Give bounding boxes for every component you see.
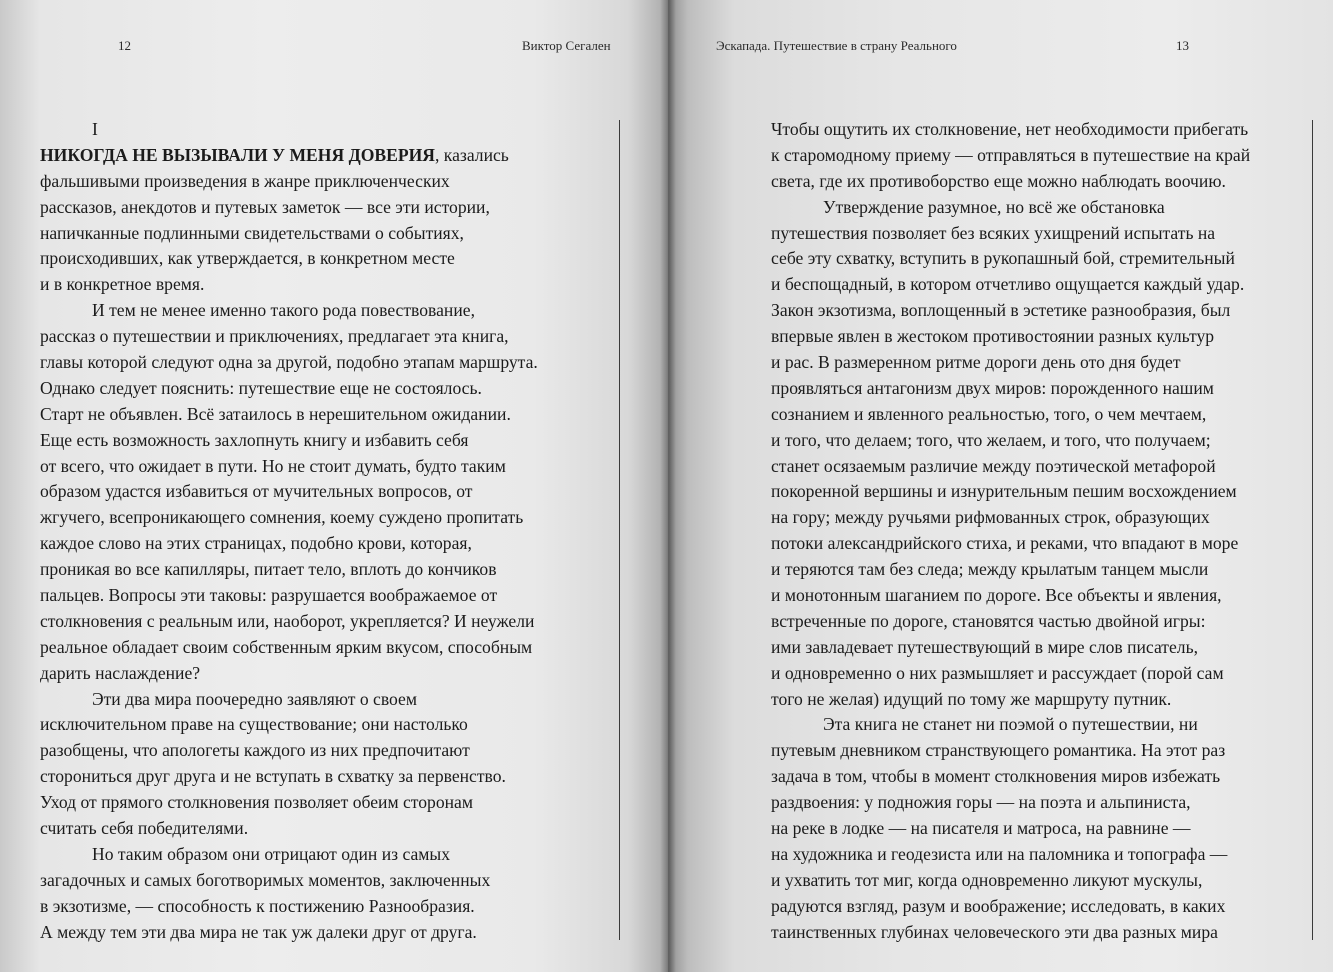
text-line: путевым дневником странствующего романтика. На этот раз [771,740,1226,761]
text-line: реальное обладает своим собственным ярким вкусом, способным [40,636,533,657]
text-line: Чтобы ощутить их столкновение, нет необходимости прибегать [771,119,1249,139]
text-line: к старомодному приему — отправляться в путешествие на край [771,144,1251,165]
opening-line [40,143,600,169]
text-line: Закон экзотизма, воплощенный в эстетике разнообразия, был [771,300,1231,321]
text-line: Утверждение разумное, но всё же обстановка [823,196,1165,217]
text-line: таинственных глубинах человеческого эти два разных мира [771,921,1218,942]
text-line: того не желая) идущий по тому же маршруту путник. [771,688,1172,709]
text-line: каждое слово на этих страницах, подобно крови, которая, [40,533,472,554]
text-line: разобщены, что апологеты каждого из них предпочитают [40,740,470,761]
text-line: происходивших, как утверждается, в конкретном месте [40,248,455,269]
text-line: Эта книга не станет ни поэмой о путешествии, ни [823,714,1198,735]
text-line: фальшивыми произведения в жанре приключенческих [40,170,450,191]
right-margin-rule [1312,120,1313,940]
text-line: и монотонным шаганием по дороге. Все объекты и явления, [771,585,1222,606]
text-line: дарить наслаждение? [40,662,201,683]
text-line: Эти два мира поочередно заявляют о своем [92,688,417,709]
text-line: проникая во все капилляры, питает тело, вплоть до кончиков [40,559,497,580]
left-text-column [40,117,600,946]
text-line: и теряются там без следа; между крылатым танцем мысли [771,559,1209,580]
text-line: и в конкретное время. [40,274,205,295]
text-line: рассказ о путешествии и приключениях, предлагает эта книга, [40,326,509,347]
text-line: исключительном праве на существование; они настолько [40,714,468,735]
text-line: на гору; между ручьями рифмованных строк, образующих [771,507,1210,528]
text-line: столкновения с реальным или, наоборот, укрепляется? И неужели [40,610,535,631]
text-line: путешествия позволяет без всяких ухищрений испытать на [771,222,1216,243]
chapter-number: I [92,119,98,139]
right-running-head: Эскапада. Путешествие в страну Реального [716,38,957,53]
text-line: сознанием и явленного реальностью, того, о чем мечтаем, [771,403,1207,424]
text-line: напичканные подлинными свидетельствами о событиях, [40,222,464,243]
text-line: станет осязаемым различие между поэтической метафорой [771,455,1216,476]
text-line: проявляться антагонизм двух миров: порожденного нашим [771,377,1214,398]
text-line: Однако следует пояснить: путешествие еще не состоялось. [40,377,482,398]
text-line: Еще есть возможность захлопнуть книгу и избавить себя [40,429,469,450]
text-line: считать себя победителями. [40,818,249,839]
text-line: раздвоения: у подножия горы — на поэта и альпиниста, [771,792,1191,813]
text-line: пальцев. Вопросы эти таковы: разрушается воображаемое от [40,585,498,606]
text-line: ими завладевает путешествующий в мире слов писатель, [771,636,1199,657]
text-line: радуются взгляд, разум и воображение; исследовать, в каких [771,895,1226,916]
text-line: жгучего, всепроникающего сомнения, коему суждено пропитать [40,507,524,528]
text-line: в экзотизме, — способность к постижению Разнообразия. [40,895,475,916]
text-line: и ухватить тот миг, когда одновременно ликуют мускулы, [771,869,1203,890]
text-line: сторониться друг друга и не вступать в схватку за первенство. [40,766,506,787]
text-line: образом удастся избавиться от мучительных вопросов, от [40,481,473,502]
text-line: загадочных и самых боготворимых моментов, заключенных [40,869,491,890]
text-line: и одновременно о них размышляет и рассуждает (порой сам [771,662,1224,683]
right-page-number: 13 [1176,38,1189,53]
left-margin-rule [619,120,620,940]
text-line: рассказов, анекдотов и путевых заметок — все эти истории, [40,196,490,217]
text-line: Но таким образом они отрицают один из самых [92,843,451,864]
text-line: и беспощадный, в котором отчетливо ощущается каждый удар. [771,274,1245,295]
opening-caps: НИКОГДА НЕ ВЫЗЫВАЛИ У МЕНЯ ДОВЕРИЯ [40,144,435,165]
text-line: Старт не объявлен. Всё затаилось в нерешительном ожидании. [40,403,511,424]
text-line: себе эту схватку, вступить в рукопашный бой, стремительный [771,248,1235,269]
opening-rest: , казались [434,144,509,165]
right-text-column [771,117,1301,946]
text-line: света, где их противоборство еще можно наблюдать воочию. [771,170,1226,191]
text-line: Уход от прямого столкновения позволяет обеим сторонам [40,792,473,813]
text-line: покоренной вершины и изнурительным пешим восхождением [771,481,1237,502]
text-line: задача в том, чтобы в момент столкновения миров избежать [771,766,1221,787]
text-line: и того, что делаем; того, что желаем, и того, что получаем; [771,429,1211,450]
book-gutter [660,0,676,972]
text-line: на реке в лодке — на писателя и матроса, на равнине — [771,818,1191,839]
left-page-number: 12 [118,38,131,53]
text-line: А между тем эти два мира не так уж далеки друг от друга. [40,921,477,942]
text-line: от всего, что ожидает в пути. Но не стоит думать, будто таким [40,455,506,476]
text-line: и рас. В размеренном ритме дороги день ото дня будет [771,352,1181,373]
text-line: встреченные по дороге, становятся частью двойной игры: [771,610,1206,631]
left-running-head: Виктор Сегален [522,38,611,53]
text-line: главы которой следуют одна за другой, подобно этапам маршрута. [40,352,538,373]
text-line: на художника и геодезиста или на паломника и топографа — [771,843,1228,864]
text-line: впервые явлен в жестоком противостоянии разных культур [771,326,1215,347]
text-line: И тем не менее именно такого рода повествование, [92,300,475,321]
text-line: потоки александрийского стиха, и реками, что впадают в море [771,533,1239,554]
